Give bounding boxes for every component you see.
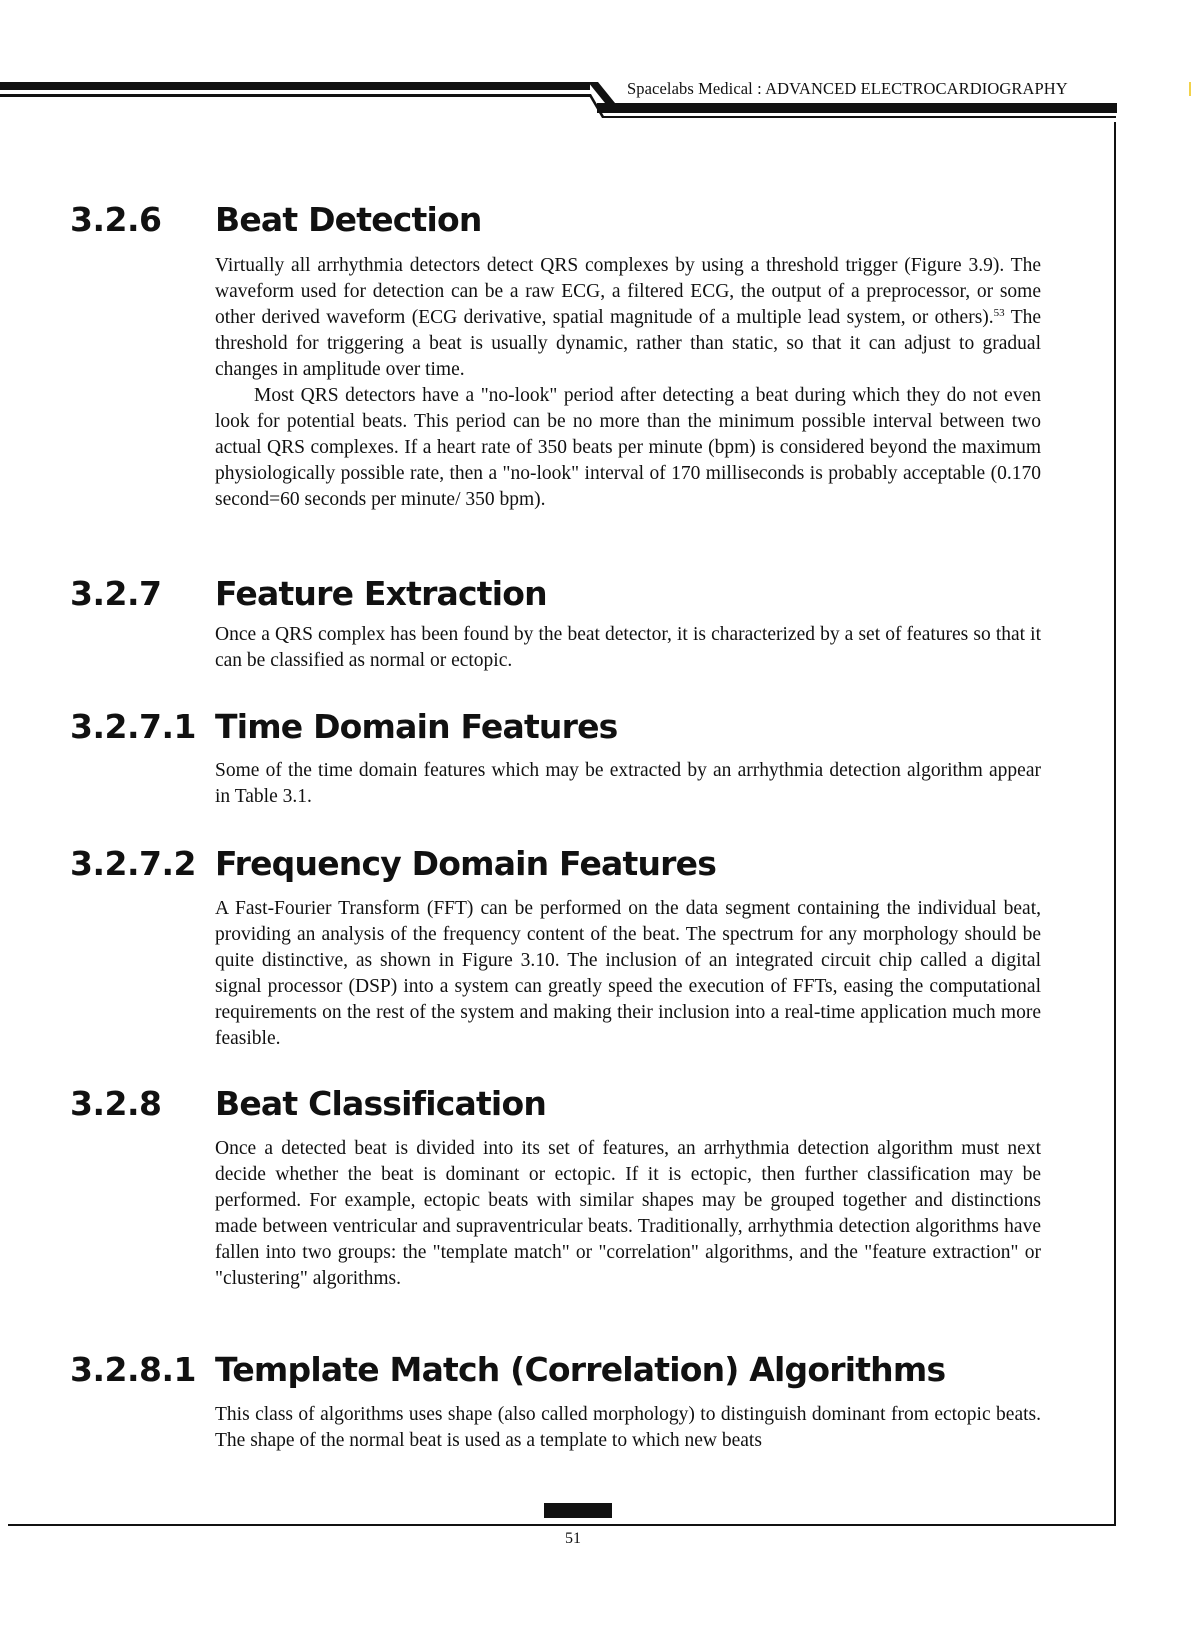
footer-block xyxy=(544,1503,612,1518)
section-title: Feature Extraction xyxy=(215,574,547,613)
paragraph-text: Virtually all arrhythmia detectors detect QRS complexes by using a threshold trigger (Figure 3.9). The waveform used for detection can be a raw ECG, a filtered ECG, the output of a preprocessor, or some other derived waveform (ECG derivative, spatial magnitude of a multiple lead system, or others). xyxy=(215,255,1041,328)
paragraph: Most QRS detectors have a "no-look" period after detecting a beat during which they do not even look for potential beats. This period can be no more than the minimum possible interval between two actual QRS complexes. If a heart rate of 350 beats per minute (bpm) is considered beyond the maximum physiologically possible rate, then a "no-look" interval of 170 milliseconds is probably acceptable (0.170 second=60 seconds per minute/ 350 bpm). xyxy=(215,385,1041,510)
section-3-2-8-body xyxy=(215,1136,1041,1292)
paragraph xyxy=(215,253,1041,383)
right-margin-rule xyxy=(1114,122,1116,1525)
section-3-2-8-1-body xyxy=(215,1402,1041,1454)
section-number: 3.2.8 xyxy=(70,1084,162,1123)
bottom-rule xyxy=(8,1524,1116,1526)
header-book-title: ADVANCED ELECTROCARDIOGRAPHY xyxy=(765,79,1068,98)
paragraph: A Fast-Fourier Transform (FFT) can be performed on the data segment containing the individual beat, providing an analysis of the frequency content of the beat. The spectrum for any morphology should be quite distinctive, as shown in Figure 3.10. The inclusion of an integrated circuit chip called a digital signal processor (DSP) into a system can greatly speed the execution of FFTs, easing the computational requirements on the rest of the system and making their inclusion into a real-time application much more feasible. xyxy=(215,898,1041,1049)
paragraph: This class of algorithms uses shape (also called morphology) to distinguish dominant from ectopic beats. The shape of the normal beat is used as a template to which new beats xyxy=(215,1404,1041,1451)
footnote-ref: 53 xyxy=(993,307,1005,319)
section-title: Beat Detection xyxy=(215,200,482,239)
page-number: 51 xyxy=(565,1530,581,1547)
paragraph: Once a QRS complex has been found by the beat detector, it is characterized by a set of features so that it can be classified as normal or ectopic. xyxy=(215,624,1041,671)
section-3-2-7-1-body xyxy=(215,758,1041,810)
section-title: Time Domain Features xyxy=(215,707,618,746)
section-number: 3.2.7.1 xyxy=(70,707,196,746)
header-publisher: Spacelabs Medical xyxy=(627,79,753,98)
paragraph: Some of the time domain features which may be extracted by an arrhythmia detection algorithm appear in Table 3.1. xyxy=(215,760,1041,807)
section-3-2-6-body xyxy=(215,253,1041,513)
paragraph: Once a detected beat is divided into its set of features, an arrhythmia detection algorithm must next decide whether the beat is dominant or ectopic. If it is ectopic, then further classification may be performed. For example, ectopic beats with similar shapes may be grouped together and distinctions made between ventricular and supraventricular beats. Traditionally, arrhythmia detection algorithms have fallen into two groups: the "template match" or "correlation" algorithms, and the "feature extraction" or "clustering" algorithms. xyxy=(215,1138,1041,1289)
paragraph-text-continued: The threshold for triggering a beat is usually dynamic, rather than static, so that it can adjust to gradual changes in amplitude over time. xyxy=(215,307,1042,380)
section-number: 3.2.8.1 xyxy=(70,1350,196,1389)
header-separator: : xyxy=(752,79,766,98)
section-number: 3.2.7.2 xyxy=(70,844,196,883)
running-header xyxy=(627,79,1068,99)
section-number: 3.2.7 xyxy=(70,574,162,613)
section-3-2-7-2-body xyxy=(215,896,1041,1052)
header-right-bar xyxy=(597,103,1117,113)
section-3-2-7-body xyxy=(215,622,1041,674)
section-number: 3.2.6 xyxy=(70,200,162,239)
section-title: Beat Classification xyxy=(215,1084,547,1123)
header-diagonal-rule xyxy=(0,0,1191,140)
section-title: Frequency Domain Features xyxy=(215,844,717,883)
section-title: Template Match (Correlation) Algorithms xyxy=(215,1350,946,1389)
